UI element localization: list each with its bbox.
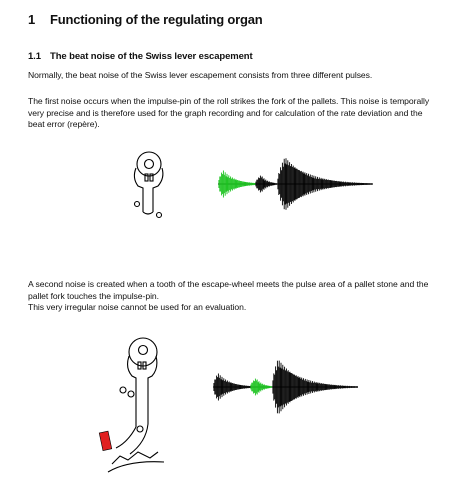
second-noise-paragraph-1: A second noise is created when a tooth of the escape-wheel meets the pulse area of a pallet stone and the pallet fork touches the impulse-pin. <box>28 279 429 301</box>
subsection-title: The beat noise of the Swiss lever escapement <box>50 51 253 62</box>
pallet-fork-right <box>148 356 157 424</box>
escapement-diagram-1 <box>118 148 178 228</box>
intro-paragraph: Normally, the beat noise of the Swiss lever escapement consists from three different pulses. <box>28 70 373 80</box>
fork-end <box>143 212 153 214</box>
pallet-lever <box>116 427 136 448</box>
guard-pin <box>150 174 153 181</box>
section-number: 1 <box>28 12 36 27</box>
first-noise-paragraph: The first noise occurs when the impulse-pin of the roll strikes the fork of the pallets. This noise is temporally very precise and is therefore used for the graph recording and for calculation of the rate deviation and the beat error (repère). <box>28 96 430 129</box>
pallet-lever-inner <box>130 424 148 454</box>
roll-center <box>145 160 154 169</box>
second-noise-paragraph-2: This very irregular noise cannot be used for an evaluation. <box>28 302 247 312</box>
waveform-2 <box>210 357 360 417</box>
waveform-pulse-1 <box>218 171 255 198</box>
waveform-pulse-2 <box>250 379 272 396</box>
banking-pin-right <box>137 426 143 432</box>
banking-pin-left <box>120 387 126 393</box>
pallet-stone <box>99 431 112 450</box>
waveform-1 <box>215 156 375 212</box>
escape-wheel-rim <box>108 462 164 472</box>
waveform-pulse-3 <box>272 361 358 414</box>
roll-center <box>139 346 148 355</box>
banking-pin-small <box>128 391 134 397</box>
waveform-pulse-3 <box>277 158 372 209</box>
waveform-pulse-1 <box>213 374 250 401</box>
balance-roll <box>137 152 161 176</box>
subsection-number: 1.1 <box>28 51 41 62</box>
banking-pin-left <box>135 202 140 207</box>
waveform-pulse-2 <box>255 176 277 193</box>
escapement-diagram-2 <box>98 332 178 472</box>
section-title: Functioning of the regulating organ <box>50 12 263 27</box>
section-heading <box>28 12 263 27</box>
subsection-heading <box>28 51 253 62</box>
impulse-pin <box>145 174 148 181</box>
banking-pin-right <box>157 213 162 218</box>
